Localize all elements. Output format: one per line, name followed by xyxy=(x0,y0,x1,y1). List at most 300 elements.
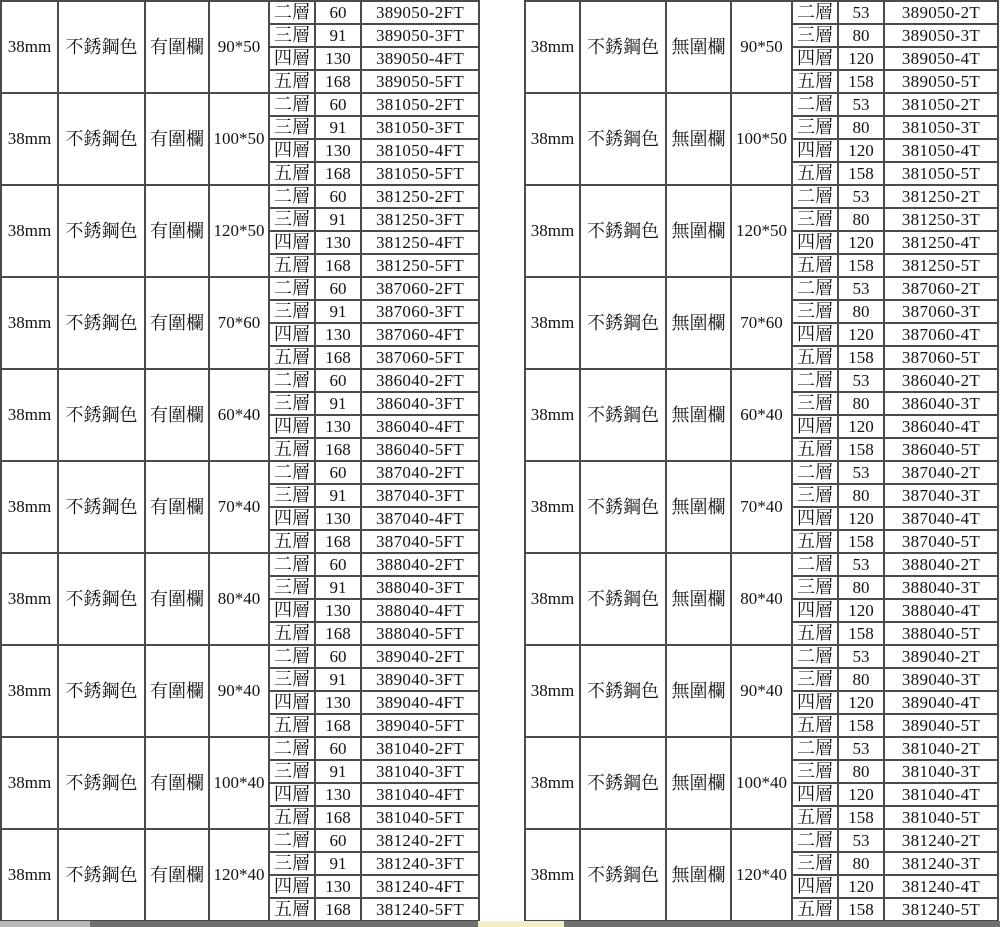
cell-price: 91 xyxy=(315,576,361,599)
cell-layer: 二層 xyxy=(269,645,315,668)
cell-color: 不銹鋼色 xyxy=(58,1,145,93)
price-table-with-fence xyxy=(0,0,480,922)
cell-layer: 二層 xyxy=(269,1,315,24)
cell-price: 80 xyxy=(838,392,884,415)
cell-price: 53 xyxy=(838,553,884,576)
cell-code: 386040-3FT xyxy=(361,392,479,415)
cell-code: 381040-4FT xyxy=(361,783,479,806)
cell-price: 120 xyxy=(838,691,884,714)
cell-color: 不銹鋼色 xyxy=(580,645,666,737)
cell-code: 387040-3T xyxy=(884,484,998,507)
cell-code: 388040-4FT xyxy=(361,599,479,622)
cell-price: 120 xyxy=(838,139,884,162)
cell-size: 90*40 xyxy=(731,645,792,737)
cell-price: 53 xyxy=(838,829,884,852)
cell-color: 不銹鋼色 xyxy=(580,277,666,369)
cell-layer: 四層 xyxy=(269,47,315,70)
cell-code: 381050-3FT xyxy=(361,116,479,139)
cell-price: 120 xyxy=(838,783,884,806)
cell-thickness: 38mm xyxy=(525,553,580,645)
cell-price: 53 xyxy=(838,93,884,116)
cell-price: 91 xyxy=(315,116,361,139)
cell-code: 381050-4T xyxy=(884,139,998,162)
cell-code: 381040-3T xyxy=(884,760,998,783)
cell-layer: 五層 xyxy=(792,254,838,277)
cell-fence: 有圍欄 xyxy=(145,93,209,185)
table-row xyxy=(1,1,479,24)
cell-color: 不銹鋼色 xyxy=(58,553,145,645)
cell-code: 387060-2FT xyxy=(361,277,479,300)
cell-thickness: 38mm xyxy=(1,829,58,921)
cell-layer: 四層 xyxy=(792,47,838,70)
cell-code: 387040-5FT xyxy=(361,530,479,553)
cell-code: 381050-5T xyxy=(884,162,998,185)
cell-layer: 五層 xyxy=(792,530,838,553)
cell-code: 381040-5FT xyxy=(361,806,479,829)
cell-code: 389040-3FT xyxy=(361,668,479,691)
cell-layer: 二層 xyxy=(792,737,838,760)
cell-code: 387040-4FT xyxy=(361,507,479,530)
cell-size: 90*50 xyxy=(731,1,792,93)
cell-code: 381250-3FT xyxy=(361,208,479,231)
cell-color: 不銹鋼色 xyxy=(580,737,666,829)
cell-price: 130 xyxy=(315,415,361,438)
cell-color: 不銹鋼色 xyxy=(580,553,666,645)
cell-fence: 有圍欄 xyxy=(145,553,209,645)
cell-size: 70*40 xyxy=(209,461,269,553)
cell-code: 381050-4FT xyxy=(361,139,479,162)
cell-layer: 四層 xyxy=(792,783,838,806)
cell-fence: 無圍欄 xyxy=(666,461,731,553)
cell-price: 158 xyxy=(838,438,884,461)
cell-code: 387060-4FT xyxy=(361,323,479,346)
cell-price: 53 xyxy=(838,645,884,668)
cell-layer: 三層 xyxy=(269,576,315,599)
cell-code: 389040-2T xyxy=(884,645,998,668)
cell-size: 120*50 xyxy=(209,185,269,277)
cell-fence: 無圍欄 xyxy=(666,277,731,369)
cell-price: 91 xyxy=(315,392,361,415)
cell-code: 388040-4T xyxy=(884,599,998,622)
cell-code: 389050-5T xyxy=(884,70,998,93)
cell-layer: 五層 xyxy=(269,162,315,185)
cell-price: 158 xyxy=(838,898,884,921)
cell-price: 80 xyxy=(838,484,884,507)
cell-fence: 無圍欄 xyxy=(666,829,731,921)
table-row xyxy=(1,93,479,116)
cell-layer: 二層 xyxy=(269,277,315,300)
cell-color: 不銹鋼色 xyxy=(58,185,145,277)
cell-layer: 二層 xyxy=(792,369,838,392)
cell-layer: 四層 xyxy=(269,599,315,622)
cell-code: 387060-4T xyxy=(884,323,998,346)
cell-code: 381040-2FT xyxy=(361,737,479,760)
cell-code: 381240-2T xyxy=(884,829,998,852)
cell-thickness: 38mm xyxy=(1,93,58,185)
cell-price: 158 xyxy=(838,346,884,369)
cell-price: 168 xyxy=(315,806,361,829)
cell-fence: 有圍欄 xyxy=(145,185,209,277)
cell-layer: 二層 xyxy=(792,829,838,852)
cell-layer: 三層 xyxy=(269,392,315,415)
bottom-edge-artifact xyxy=(0,921,1000,927)
cell-layer: 三層 xyxy=(792,760,838,783)
cell-layer: 二層 xyxy=(269,829,315,852)
cell-code: 386040-2T xyxy=(884,369,998,392)
cell-size: 80*40 xyxy=(209,553,269,645)
cell-layer: 五層 xyxy=(269,254,315,277)
cell-price: 91 xyxy=(315,852,361,875)
cell-code: 381240-3T xyxy=(884,852,998,875)
cell-price: 120 xyxy=(838,507,884,530)
cell-price: 60 xyxy=(315,645,361,668)
cell-code: 381040-2T xyxy=(884,737,998,760)
cell-layer: 二層 xyxy=(792,553,838,576)
cell-fence: 無圍欄 xyxy=(666,185,731,277)
cell-code: 381240-2FT xyxy=(361,829,479,852)
cell-size: 100*40 xyxy=(209,737,269,829)
cell-code: 388040-5T xyxy=(884,622,998,645)
cell-thickness: 38mm xyxy=(525,1,580,93)
cell-code: 381250-2FT xyxy=(361,185,479,208)
cell-price: 130 xyxy=(315,139,361,162)
cell-code: 381240-5T xyxy=(884,898,998,921)
table-row xyxy=(525,737,998,760)
cell-price: 91 xyxy=(315,760,361,783)
cell-code: 387060-5FT xyxy=(361,346,479,369)
cell-price: 158 xyxy=(838,714,884,737)
cell-code: 388040-5FT xyxy=(361,622,479,645)
cell-layer: 二層 xyxy=(792,1,838,24)
cell-size: 120*40 xyxy=(731,829,792,921)
cell-price: 120 xyxy=(838,875,884,898)
cell-layer: 三層 xyxy=(792,300,838,323)
cell-price: 80 xyxy=(838,760,884,783)
cell-price: 80 xyxy=(838,208,884,231)
cell-layer: 三層 xyxy=(792,852,838,875)
cell-code: 389040-2FT xyxy=(361,645,479,668)
cell-code: 389050-3T xyxy=(884,24,998,47)
table-row xyxy=(525,93,998,116)
cell-layer: 四層 xyxy=(269,783,315,806)
cell-fence: 無圍欄 xyxy=(666,645,731,737)
cell-layer: 三層 xyxy=(269,300,315,323)
cell-layer: 二層 xyxy=(269,185,315,208)
cell-layer: 四層 xyxy=(792,691,838,714)
cell-price: 80 xyxy=(838,668,884,691)
bottom-band-yellow-segment xyxy=(478,921,564,927)
cell-code: 389050-3FT xyxy=(361,24,479,47)
cell-color: 不銹鋼色 xyxy=(58,93,145,185)
cell-layer: 二層 xyxy=(792,93,838,116)
cell-size: 60*40 xyxy=(731,369,792,461)
cell-code: 381250-4FT xyxy=(361,231,479,254)
cell-code: 381050-5FT xyxy=(361,162,479,185)
cell-fence: 有圍欄 xyxy=(145,645,209,737)
cell-price: 168 xyxy=(315,438,361,461)
cell-layer: 四層 xyxy=(269,415,315,438)
cell-fence: 無圍欄 xyxy=(666,553,731,645)
table-row xyxy=(525,553,998,576)
cell-price: 53 xyxy=(838,369,884,392)
cell-price: 130 xyxy=(315,507,361,530)
table-row xyxy=(1,185,479,208)
cell-price: 91 xyxy=(315,24,361,47)
cell-code: 381240-4T xyxy=(884,875,998,898)
cell-price: 80 xyxy=(838,852,884,875)
cell-price: 168 xyxy=(315,622,361,645)
cell-code: 381040-5T xyxy=(884,806,998,829)
cell-price: 168 xyxy=(315,714,361,737)
cell-layer: 四層 xyxy=(792,323,838,346)
cell-price: 168 xyxy=(315,530,361,553)
cell-size: 90*50 xyxy=(209,1,269,93)
cell-fence: 無圍欄 xyxy=(666,1,731,93)
cell-layer: 五層 xyxy=(269,714,315,737)
cell-price: 120 xyxy=(838,47,884,70)
cell-code: 389040-5FT xyxy=(361,714,479,737)
cell-code: 386040-4T xyxy=(884,415,998,438)
cell-thickness: 38mm xyxy=(525,277,580,369)
cell-layer: 四層 xyxy=(792,139,838,162)
cell-size: 100*40 xyxy=(731,737,792,829)
cell-color: 不銹鋼色 xyxy=(58,369,145,461)
cell-color: 不銹鋼色 xyxy=(58,645,145,737)
cell-layer: 三層 xyxy=(792,576,838,599)
cell-thickness: 38mm xyxy=(525,185,580,277)
table-row xyxy=(1,461,479,484)
cell-thickness: 38mm xyxy=(1,645,58,737)
table-row xyxy=(525,1,998,24)
cell-code: 386040-5T xyxy=(884,438,998,461)
cell-price: 130 xyxy=(315,231,361,254)
cell-price: 91 xyxy=(315,484,361,507)
cell-layer: 四層 xyxy=(792,875,838,898)
cell-code: 386040-2FT xyxy=(361,369,479,392)
cell-code: 387040-4T xyxy=(884,507,998,530)
bottom-band-light-segment xyxy=(0,921,90,927)
cell-price: 158 xyxy=(838,530,884,553)
bottom-band-gray-segment xyxy=(564,921,1000,927)
cell-price: 60 xyxy=(315,829,361,852)
cell-fence: 無圍欄 xyxy=(666,93,731,185)
cell-layer: 五層 xyxy=(269,438,315,461)
cell-price: 158 xyxy=(838,806,884,829)
cell-code: 389040-4T xyxy=(884,691,998,714)
cell-layer: 五層 xyxy=(792,898,838,921)
cell-price: 168 xyxy=(315,346,361,369)
cell-fence: 有圍欄 xyxy=(145,277,209,369)
cell-layer: 五層 xyxy=(269,346,315,369)
cell-layer: 五層 xyxy=(792,622,838,645)
cell-layer: 三層 xyxy=(269,208,315,231)
cell-code: 389050-4T xyxy=(884,47,998,70)
cell-layer: 三層 xyxy=(792,392,838,415)
cell-code: 389040-3T xyxy=(884,668,998,691)
cell-color: 不銹鋼色 xyxy=(580,829,666,921)
cell-color: 不銹鋼色 xyxy=(58,829,145,921)
cell-size: 60*40 xyxy=(209,369,269,461)
cell-code: 388040-3T xyxy=(884,576,998,599)
cell-price: 168 xyxy=(315,254,361,277)
cell-thickness: 38mm xyxy=(525,93,580,185)
cell-code: 389040-5T xyxy=(884,714,998,737)
cell-layer: 三層 xyxy=(792,668,838,691)
table-row xyxy=(525,645,998,668)
cell-layer: 三層 xyxy=(792,24,838,47)
cell-code: 381250-5FT xyxy=(361,254,479,277)
cell-layer: 五層 xyxy=(792,162,838,185)
cell-layer: 二層 xyxy=(269,553,315,576)
cell-layer: 三層 xyxy=(269,760,315,783)
cell-price: 130 xyxy=(315,691,361,714)
cell-price: 120 xyxy=(838,599,884,622)
cell-layer: 三層 xyxy=(269,852,315,875)
cell-code: 386040-4FT xyxy=(361,415,479,438)
table-row xyxy=(1,369,479,392)
cell-layer: 四層 xyxy=(792,415,838,438)
cell-price: 53 xyxy=(838,277,884,300)
cell-price: 130 xyxy=(315,599,361,622)
cell-price: 80 xyxy=(838,24,884,47)
table-row xyxy=(1,737,479,760)
cell-layer: 四層 xyxy=(792,231,838,254)
cell-code: 381050-2FT xyxy=(361,93,479,116)
cell-color: 不銹鋼色 xyxy=(580,185,666,277)
table-row xyxy=(525,369,998,392)
table-row xyxy=(525,829,998,852)
cell-code: 381040-3FT xyxy=(361,760,479,783)
cell-price: 120 xyxy=(838,415,884,438)
cell-price: 168 xyxy=(315,898,361,921)
cell-code: 381040-4T xyxy=(884,783,998,806)
cell-thickness: 38mm xyxy=(525,461,580,553)
cell-price: 158 xyxy=(838,162,884,185)
cell-color: 不銹鋼色 xyxy=(58,461,145,553)
bottom-band-gray-segment xyxy=(90,921,478,927)
cell-price: 168 xyxy=(315,70,361,93)
cell-size: 70*60 xyxy=(209,277,269,369)
cell-color: 不銹鋼色 xyxy=(58,277,145,369)
table-row xyxy=(1,645,479,668)
cell-thickness: 38mm xyxy=(1,369,58,461)
table-row xyxy=(525,185,998,208)
cell-price: 130 xyxy=(315,875,361,898)
cell-code: 381240-3FT xyxy=(361,852,479,875)
cell-thickness: 38mm xyxy=(525,369,580,461)
cell-price: 60 xyxy=(315,461,361,484)
cell-size: 120*40 xyxy=(209,829,269,921)
table-row xyxy=(1,277,479,300)
cell-code: 381250-2T xyxy=(884,185,998,208)
cell-price: 91 xyxy=(315,668,361,691)
cell-price: 60 xyxy=(315,553,361,576)
cell-price: 120 xyxy=(838,231,884,254)
table-row xyxy=(525,277,998,300)
cell-fence: 無圍欄 xyxy=(666,737,731,829)
cell-code: 381050-2T xyxy=(884,93,998,116)
cell-thickness: 38mm xyxy=(1,277,58,369)
cell-price: 60 xyxy=(315,737,361,760)
cell-layer: 三層 xyxy=(269,484,315,507)
cell-price: 53 xyxy=(838,461,884,484)
cell-fence: 有圍欄 xyxy=(145,1,209,93)
cell-price: 80 xyxy=(838,116,884,139)
cell-color: 不銹鋼色 xyxy=(580,1,666,93)
cell-code: 387040-3FT xyxy=(361,484,479,507)
cell-price: 60 xyxy=(315,93,361,116)
cell-layer: 五層 xyxy=(792,438,838,461)
cell-color: 不銹鋼色 xyxy=(580,369,666,461)
cell-thickness: 38mm xyxy=(1,553,58,645)
cell-fence: 有圍欄 xyxy=(145,461,209,553)
cell-layer: 五層 xyxy=(269,898,315,921)
cell-price: 60 xyxy=(315,1,361,24)
cell-layer: 四層 xyxy=(269,875,315,898)
cell-code: 388040-3FT xyxy=(361,576,479,599)
cell-layer: 五層 xyxy=(792,70,838,93)
cell-size: 80*40 xyxy=(731,553,792,645)
cell-thickness: 38mm xyxy=(525,829,580,921)
cell-thickness: 38mm xyxy=(1,185,58,277)
cell-thickness: 38mm xyxy=(525,645,580,737)
cell-code: 387060-5T xyxy=(884,346,998,369)
cell-layer: 三層 xyxy=(792,116,838,139)
cell-layer: 二層 xyxy=(269,461,315,484)
cell-size: 90*40 xyxy=(209,645,269,737)
cell-color: 不銹鋼色 xyxy=(580,461,666,553)
cell-code: 387060-3FT xyxy=(361,300,479,323)
cell-layer: 五層 xyxy=(792,806,838,829)
cell-price: 80 xyxy=(838,300,884,323)
cell-layer: 四層 xyxy=(269,139,315,162)
table-row xyxy=(1,829,479,852)
cell-code: 386040-3T xyxy=(884,392,998,415)
cell-code: 387060-2T xyxy=(884,277,998,300)
cell-size: 70*40 xyxy=(731,461,792,553)
cell-price: 60 xyxy=(315,185,361,208)
cell-price: 60 xyxy=(315,277,361,300)
cell-code: 389050-5FT xyxy=(361,70,479,93)
cell-layer: 五層 xyxy=(269,70,315,93)
cell-layer: 三層 xyxy=(269,24,315,47)
cell-layer: 二層 xyxy=(269,93,315,116)
cell-price: 120 xyxy=(838,323,884,346)
cell-fence: 有圍欄 xyxy=(145,369,209,461)
cell-code: 386040-5FT xyxy=(361,438,479,461)
cell-color: 不銹鋼色 xyxy=(580,93,666,185)
cell-layer: 二層 xyxy=(792,461,838,484)
cell-price: 53 xyxy=(838,185,884,208)
cell-layer: 五層 xyxy=(269,806,315,829)
cell-code: 387060-3T xyxy=(884,300,998,323)
cell-code: 387040-2T xyxy=(884,461,998,484)
cell-price: 91 xyxy=(315,208,361,231)
cell-size: 100*50 xyxy=(731,93,792,185)
cell-fence: 有圍欄 xyxy=(145,737,209,829)
cell-code: 387040-2FT xyxy=(361,461,479,484)
cell-size: 70*60 xyxy=(731,277,792,369)
cell-price: 60 xyxy=(315,369,361,392)
price-table-without-fence xyxy=(524,0,999,922)
cell-price: 168 xyxy=(315,162,361,185)
cell-layer: 二層 xyxy=(792,185,838,208)
cell-code: 389050-2T xyxy=(884,1,998,24)
cell-layer: 二層 xyxy=(792,645,838,668)
cell-layer: 四層 xyxy=(792,599,838,622)
cell-price: 80 xyxy=(838,576,884,599)
cell-layer: 五層 xyxy=(269,622,315,645)
